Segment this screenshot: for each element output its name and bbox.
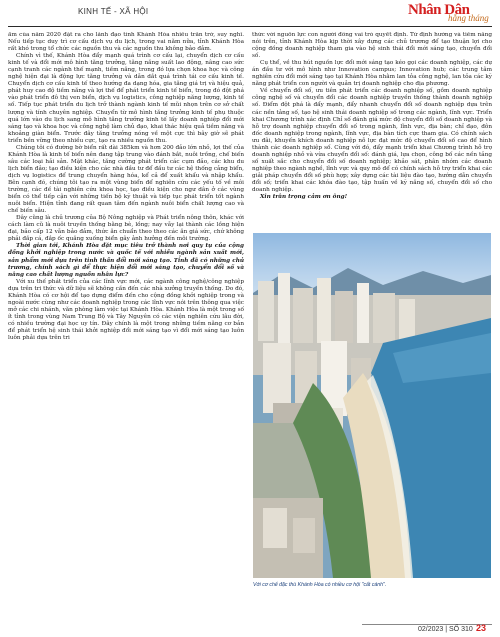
masthead-logo (408, 2, 490, 24)
left-paragraph: Chúng tôi có đường bờ biển rất dài 385km và hơn 200 đảo lớn nhỏ, lợi thế của Khánh Hòa là kinh tế biển nên đang tập trung vào đánh bắt, nuôi trồng, chế biến sâu các loại hải sản. Mặt khác, tăng cường phát triển các cụm đảo, các khu du lịch biển đảo; tạo điều kiện cho các nhà đầu tư để đầu tư các hệ thống cảng biển, dịch vụ logistics để trung chuyển hàng hóa, kể cả để xuất khẩu và nhập khẩu. Bên cạnh đó, chúng tôi tạo ra một vùng biển để nghiên cứu các yếu tố về môi trường, các đề tài nghiên cứu khoa học, tạo điều kiện cho ngư dân ở các vùng biển có thể tiếp cận với những tiến bộ kỹ thuật và tiếp tục phát triển tốt ngành nuôi biển. Hiện tỉnh đang rất quan tâm đến ngành nuôi biển chất lượng cao và chế biến sâu. (8, 144, 244, 215)
article-right-column (252, 32, 492, 238)
right-paragraph: Về chuyển đổi số, ưu tiên phát triển các doanh nghiệp số, gồm doanh nghiệp công nghệ số và chuyển đổi các doanh nghiệp truyền thống thành doanh nghiệp số. Điểm đột phá là đẩy mạnh, đẩy nhanh chuyển đổi số doanh nghiệp dựa trên các nền tảng số, tạo hệ sinh thái doanh nghiệp số trong các ngành, lĩnh vực. Triển khai Chương trình xác định Chỉ số đánh giá mức độ chuyển đổi số doanh nghiệp và hỗ trợ doanh nghiệp chuyển đổi số trong ngành, lĩnh vực, địa bàn; chỉ đạo, đôn đốc doanh nghiệp trong ngành, lĩnh vực, địa bàn tích cực tham gia. Có chính sách ưu đãi, khuyến khích doanh nghiệp nỗ lực đạt mức độ chuyển đổi số cao để hình thành các doanh nghiệp số. Cùng với đó, đẩy mạnh triển khai Chương trình hỗ trợ doanh nghiệp nhỏ và vừa chuyển đổi số: đánh giá, lựa chọn, công bố các nền tảng số xuất sắc cho chuyển đổi số doanh nghiệp; khảo sát, phân nhóm các doanh nghiệp theo ngành nghề, lĩnh vực và quy mô để có chính sách hỗ trợ triển khai các giải pháp chuyển đổi số phù hợp; xây dựng các tài liệu đào tạo, hướng dẫn chuyển đổi số; triển khai các khóa đào tạo, tập huấn về kỹ năng số, chuyển đổi số cho doanh nghiệp. (252, 88, 492, 194)
logo-sub: hằng tháng (448, 13, 489, 23)
issue-label: 02/2023 | SỐ 310 (418, 626, 473, 633)
logo-main: Nhân Dân (408, 2, 470, 18)
left-paragraph: Chính vì thế, Khánh Hòa đẩy mạnh quá trình cơ cấu lại, chuyển dịch cơ cấu kinh tế và đổi mới mô hình tăng trưởng, tăng năng suất lao động, nâng cao sức cạnh tranh các ngành thế mạnh, tiềm năng, trong đó lựa chọn khoa học và công nghệ hiện đại là động lực tăng trưởng và dẫn dắt quá trình tái cơ cấu kinh tế. Chuyển dịch cơ cấu kinh tế theo hướng đa dạng hóa, gia tăng giá trị và hiệu quả, phát huy cao độ tiềm năng và lợi thế để phát triển kinh tế biển, trong đó đột phá vào phát triển đô thị ven biển, dịch vụ logistics, công nghiệp năng lượng, kinh tế số. Tiếp tục phát triển du lịch trở thành ngành kinh tế mũi nhọn trên cơ sở chất lượng và tính chuyên nghiệp. Chuyển từ mô hình tăng trưởng kinh tế phụ thuộc quá lớn vào du lịch sang mô hình tăng trưởng kinh tế lấy doanh nghiệp đổi mới sáng tạo và khoa học và công nghệ làm chủ đạo, khai thác hiệu quả tiềm năng và khoảng giàn biển. Trước đây tăng trưởng nóng về một cực thì bây giờ sẽ phát triển bền vững theo nhiều cực, tạo ra nhiều nguồn thu. (8, 53, 244, 144)
page-number: 23 (476, 623, 487, 633)
left-paragraph: Thời gian tới, Khánh Hòa đặt mục tiêu trở thành nơi quy tụ của cộng đồng khởi nghiệp trong nước và quốc tế với nhiều ngành sản xuất mới, sản phẩm mới dựa trên tinh thần đổi mới sáng tạo. Tỉnh đã có những chủ trương, chính sách gì để thực hiện đổi mới sáng tạo, chuyển đổi số và nâng cao chất lượng nguồn nhân lực? (8, 243, 244, 278)
article-left-column (8, 32, 244, 624)
right-paragraph: Xin trân trọng cảm ơn ông! (260, 194, 348, 201)
section-label: KINH TẾ - XÃ HỘI (78, 7, 149, 16)
photo-caption: Với cơ chế đặc thù Khánh Hòa có nhiều cơ hội "cất cánh". (253, 582, 387, 588)
right-paragraph: thức với nguồn lực con người đông vai trò quyết định. Từ định hướng và tiềm năng nói trên, tỉnh Khánh Hòa kịp thời xây dựng các chủ trương để tạo thuận lợi cho cộng đồng doanh nghiệp tham gia vào hệ sinh thái đổi mới sáng tạo, chuyển đổi số. (252, 32, 492, 60)
left-paragraph: Đây cũng là chủ trương của Bộ Nông nghiệp và Phát triển nông thôn, khác với cách làm cũ là nuôi truyền thống bằng bè, lồng; nay vẫy lại thành các lồng hiện đại, bảo cấp 12 vẫn bảo đảm, thức ăn chuẩn theo theo các ăn giá sức, chứ không phải đắp cá, đắp ốc quăng xuống biển gây ảnh hưởng đến môi trường. (8, 215, 244, 243)
left-paragraph: ẩm của năm 2020 đặt ra cho lãnh đạo tỉnh Khánh Hòa nhiều trăn trở, suy nghĩ. Nếu tiếp tục duy trì cơ cấu dịch vụ du lịch, trong vai năm nữa, tỉnh Khánh Hòa rất khó trong tổ chức các nguồn thu và các nguồn thu không bảo đảm. (8, 32, 244, 53)
footer-rule (362, 624, 492, 625)
header-rule (8, 26, 492, 27)
left-paragraph: Với xu thế phát triển của các lĩnh vực mới, các ngành công nghệ/công nghiệp dựa trên tri thức và dữ liệu sẽ không cần đến các nhà xưởng truyền thống. Do đó, Khánh Hòa có cơ hội để tạo dựng điểm đến cho cộng đồng khởi nghiệp trong và ngoài nước cùng như các doanh nghiệp trong các lĩnh vực nói trên thông qua việc mở các chi nhánh, văn phòng làm việc tại Khánh Hòa. Khánh Hòa là một trong số ít tỉnh trong vùng Nam Trung Bộ và Tây Nguyên có các viện nghiên cứu lâu đời, có nhiều trường đại học uy tín. Đây chính là một trong những tiềm năng cơ bản để phát triển hệ sinh thái khởi nghiệp đổi mới sáng tạo vì đổi mới sáng tạo luôn luôn phải dựa trên tri (8, 278, 244, 342)
city-coast-photo (253, 233, 491, 578)
right-paragraph: Cụ thể, về thu hút nguồn lực đổi mới sáng tạo kéo gọi các doanh nghiệp, các dự án đầu tư với mô hình như Innovation campus; Innovation hub; các trung tâm nghiên cứu đổi mới sáng tạo tại Khánh Hòa nhằm lan tỏa công nghệ, lan tỏa các kỹ năng phát triển con người và quản trị doanh nghiệp cho địa phương. (252, 60, 492, 88)
